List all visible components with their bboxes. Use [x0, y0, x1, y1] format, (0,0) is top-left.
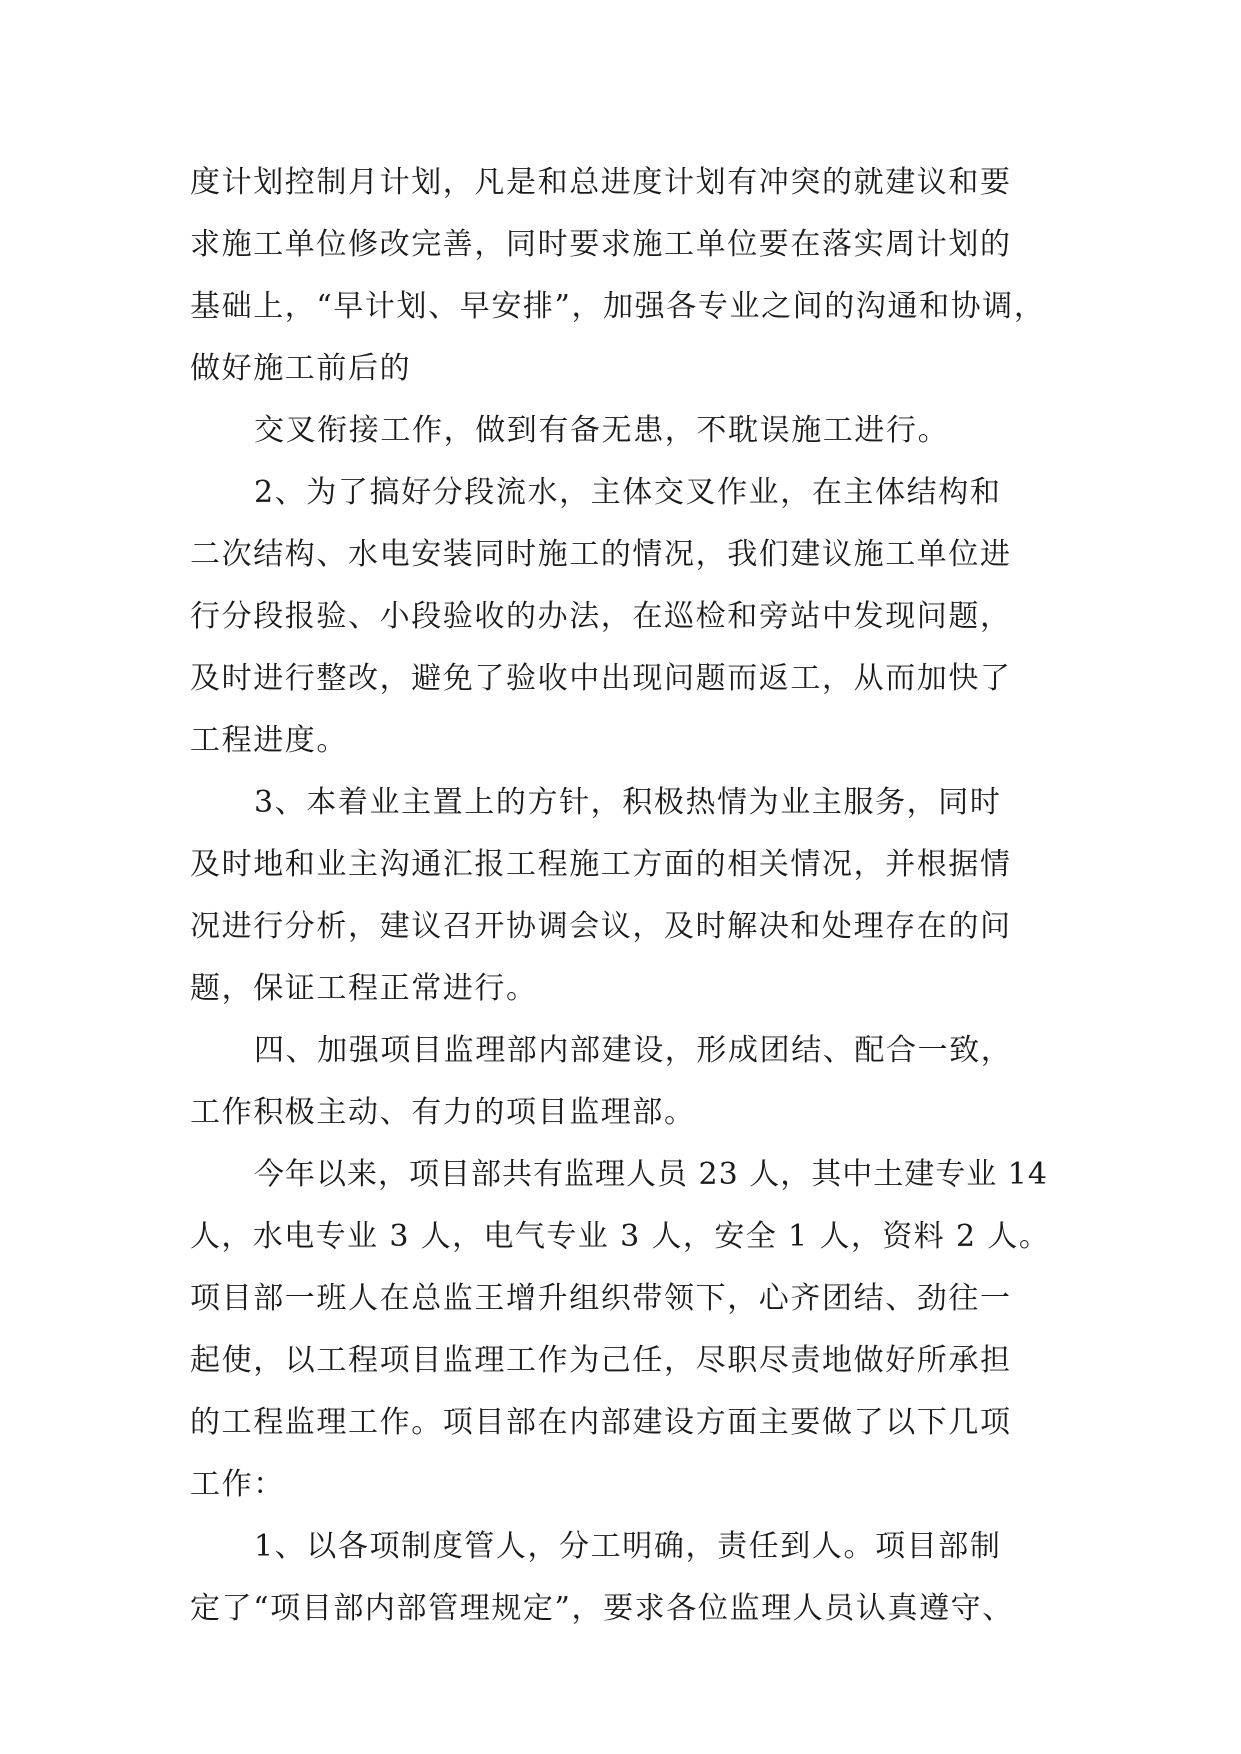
- text-line: 工程进度。: [190, 723, 348, 758]
- text-line: 工作：: [190, 1467, 285, 1502]
- text-line: 求施工单位修改完善，同时要求施工单位要在落实周计划的: [190, 227, 1012, 262]
- document-body: [190, 152, 1052, 1640]
- text-line: 今年以来，项目部共有监理人员 23 人，其中土建专业 14: [254, 1157, 1048, 1192]
- text-line: 做好施工前后的: [190, 351, 412, 386]
- text-line: 工作积极主动、有力的项目监理部。: [190, 1095, 696, 1130]
- text-line: 及时地和业主沟通汇报工程施工方面的相关情况，并根据情: [190, 847, 1012, 882]
- text-line: 四、加强项目监理部内部建设，形成团结、配合一致，: [254, 1033, 1013, 1068]
- text-line: 2、为了搞好分段流水，主体交叉作业，在主体结构和: [254, 475, 1002, 510]
- text-line: 况进行分析，建议召开协调会议，及时解决和处理存在的问: [190, 909, 1012, 944]
- text-line: 及时进行整改，避免了验收中出现问题而返工，从而加快了: [190, 661, 1012, 696]
- text-line: 1、以各项制度管人，分工明确，责任到人。项目部制: [254, 1529, 1002, 1564]
- text-line: 交叉衔接工作，做到有备无患，不耽误施工进行。: [254, 413, 950, 448]
- text-line: 项目部一班人在总监王增升组织带领下，心齐团结、劲往一: [190, 1281, 1012, 1316]
- text-line: 二次结构、水电安装同时施工的情况，我们建议施工单位进: [190, 537, 1012, 572]
- text-line: 起使，以工程项目监理工作为己任，尽职尽责地做好所承担: [190, 1343, 1012, 1378]
- text-line: 定了“项目部内部管理规定”，要求各位监理人员认真遵守、: [190, 1591, 1014, 1626]
- text-line: 行分段报验、小段验收的办法，在巡检和旁站中发现问题，: [190, 599, 1012, 634]
- text-line: 题，保证工程正常进行。: [190, 971, 538, 1006]
- text-line: 度计划控制月计划，凡是和总进度计划有冲突的就建议和要: [190, 165, 1012, 200]
- text-line: 3、本着业主置上的方针，积极热情为业主服务，同时: [254, 785, 1002, 820]
- text-line: 基础上，“早计划、早安排”，加强各专业之间的沟通和协调，: [190, 289, 1046, 324]
- text-line: 的工程监理工作。项目部在内部建设方面主要做了以下几项: [190, 1405, 1012, 1440]
- text-line: 人，水电专业 3 人，电气专业 3 人，安全 1 人，资料 2 人。: [190, 1219, 1051, 1254]
